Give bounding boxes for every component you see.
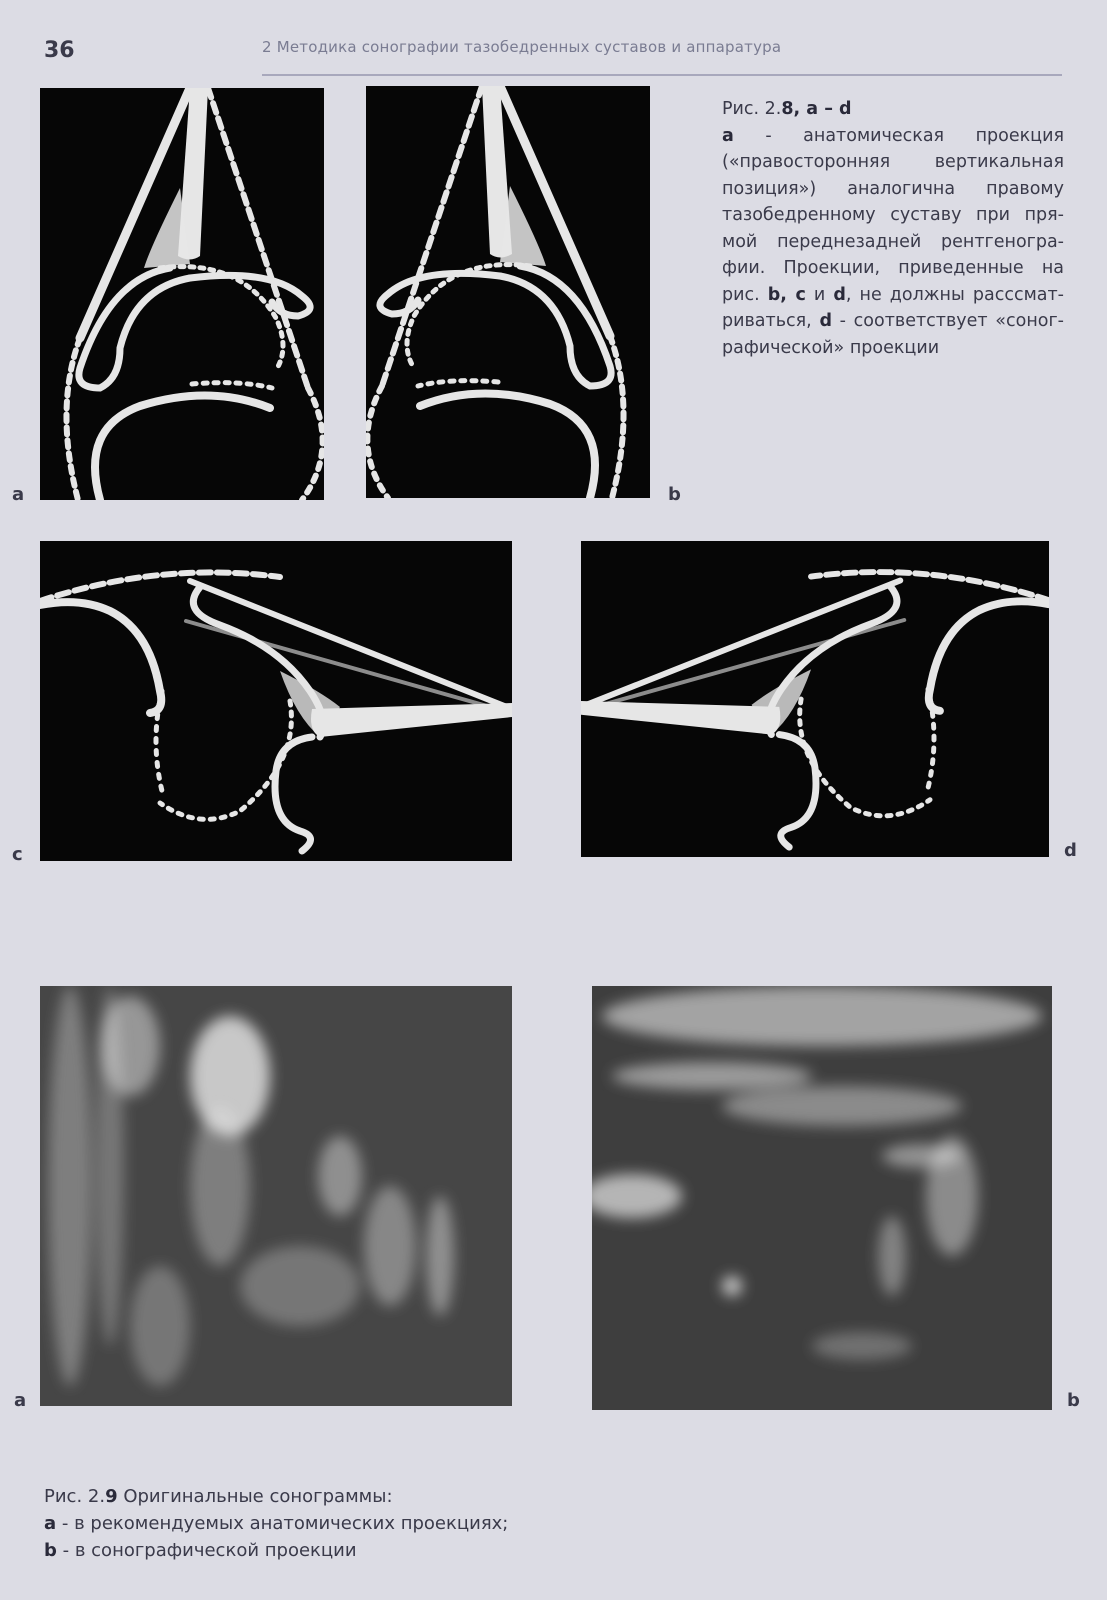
figure-2-8-b-letter: b <box>668 484 681 505</box>
figure-2-8-a-letter: a <box>12 484 25 505</box>
caption-line: a - в рекомендуемых анатомических проекциях; <box>44 1513 509 1534</box>
caption-line: a - анатомическая проекция <box>722 125 1064 146</box>
figure-2-9-b-letter: b <box>1067 1390 1080 1411</box>
figure-2-9-b-sonogram <box>592 986 1052 1410</box>
running-title: 2 Методика сонографии тазобедренных суставов и аппаратура <box>262 38 782 56</box>
caption-line: тазобедренному суставу при пря- <box>722 205 1064 225</box>
figure-2-8-c-letter: c <box>12 844 23 865</box>
caption-line: риваться, d - соответствует «соног- <box>722 311 1064 331</box>
caption-line: позиция») аналогична правому <box>722 178 1064 199</box>
header-rule <box>262 74 1062 76</box>
caption-line: Рис. 2.9 Оригинальные сонограммы: <box>44 1486 393 1507</box>
caption-line: мой переднезадней рентгеногра- <box>722 231 1064 252</box>
figure-2-9-caption <box>44 1483 604 1564</box>
figure-2-9-a-letter: a <box>14 1390 27 1411</box>
caption-line: рафической» проекции <box>722 337 940 358</box>
figure-2-8-caption: Рис. 2.8, a – d a - анатомическая проекция («правосторонняя вертикальная позиция») аналогична правому тазобедренному суставу при пря- мой переднезадней рентгеногра- фии. Проекции, приведенные на рис. b, c и d, не должны расссмат- риваться, d - соответствует «соног- рафической» проекции <box>722 96 1064 361</box>
caption-line: фии. Проекции, приведенные на <box>722 258 1064 278</box>
page-number: 36 <box>44 38 75 63</box>
figure-2-8-c-diagram <box>40 541 512 861</box>
figure-2-9-a-sonogram <box>40 986 512 1406</box>
figure-2-8-d-letter: d <box>1064 840 1077 861</box>
caption-line: («правосторонняя вертикальная <box>722 152 1064 172</box>
figure-2-8-b-diagram <box>366 86 650 498</box>
caption-line: b - в сонографической проекции <box>44 1540 357 1561</box>
figure-2-8-d-diagram <box>581 541 1049 857</box>
figure-2-8-a-diagram <box>40 88 324 500</box>
caption-line: рис. b, c и d, не должны расссмат- <box>722 284 1064 305</box>
